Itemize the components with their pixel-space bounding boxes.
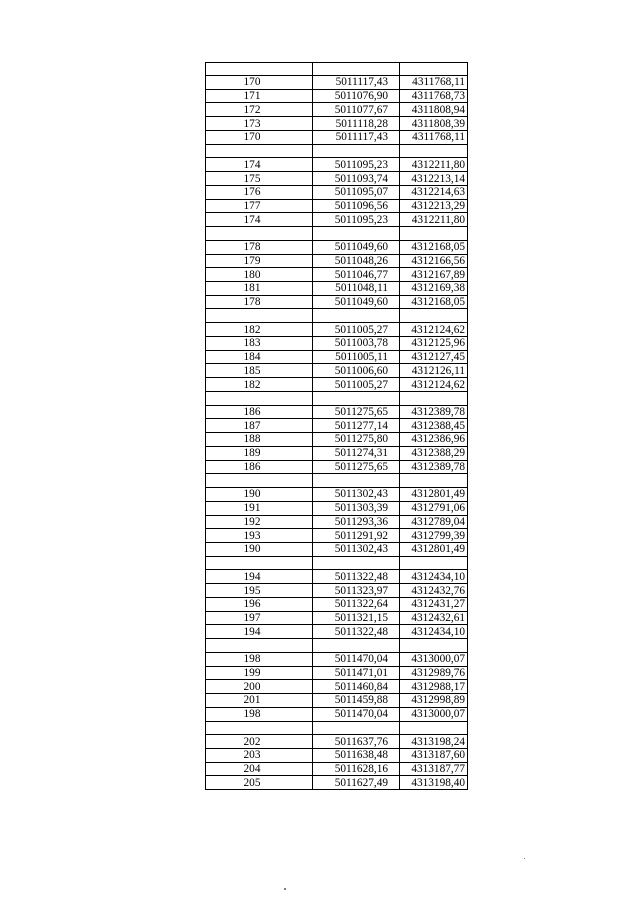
point-number-cell: 186 bbox=[206, 405, 313, 419]
point-number-cell: 183 bbox=[206, 336, 313, 350]
y-coordinate-cell: 4312389,78 bbox=[400, 405, 468, 419]
point-number-cell: 198 bbox=[206, 652, 313, 666]
point-number-cell: 175 bbox=[206, 172, 313, 186]
x-coordinate-cell: 5011095,23 bbox=[313, 213, 400, 227]
point-number-cell: 194 bbox=[206, 570, 313, 584]
table-row bbox=[206, 762, 468, 776]
y-coordinate-cell: 4311768,11 bbox=[400, 130, 468, 144]
x-coordinate-cell: 5011005,27 bbox=[313, 378, 400, 392]
x-coordinate-cell: 5011049,60 bbox=[313, 240, 400, 254]
x-coordinate-cell bbox=[313, 227, 400, 241]
table-row bbox=[206, 433, 468, 447]
point-number-cell bbox=[206, 309, 313, 323]
x-coordinate-cell: 5011628,16 bbox=[313, 762, 400, 776]
table-row bbox=[206, 680, 468, 694]
x-coordinate-cell: 5011275,65 bbox=[313, 460, 400, 474]
y-coordinate-cell bbox=[400, 144, 468, 158]
coordinates-table bbox=[205, 62, 468, 790]
table-row bbox=[206, 254, 468, 268]
y-coordinate-cell: 4312126,11 bbox=[400, 364, 468, 378]
x-coordinate-cell bbox=[313, 309, 400, 323]
point-number-cell: 190 bbox=[206, 488, 313, 502]
point-number-cell: 205 bbox=[206, 776, 313, 790]
spacer-row bbox=[206, 639, 468, 653]
point-number-cell bbox=[206, 474, 313, 488]
x-coordinate-cell: 5011303,39 bbox=[313, 501, 400, 515]
x-coordinate-cell: 5011291,92 bbox=[313, 529, 400, 543]
point-number-cell bbox=[206, 391, 313, 405]
point-number-cell: 193 bbox=[206, 529, 313, 543]
y-coordinate-cell bbox=[400, 721, 468, 735]
x-coordinate-cell: 5011322,48 bbox=[313, 570, 400, 584]
y-coordinate-cell: 4312214,63 bbox=[400, 185, 468, 199]
y-coordinate-cell: 4311768,11 bbox=[400, 76, 468, 90]
y-coordinate-cell: 4312169,38 bbox=[400, 282, 468, 296]
table-row bbox=[206, 76, 468, 90]
y-coordinate-cell: 4313187,60 bbox=[400, 748, 468, 762]
x-coordinate-cell: 5011046,77 bbox=[313, 268, 400, 282]
point-number-cell: 188 bbox=[206, 433, 313, 447]
y-coordinate-cell bbox=[400, 309, 468, 323]
y-coordinate-cell: 4312213,29 bbox=[400, 199, 468, 213]
y-coordinate-cell: 4312389,78 bbox=[400, 460, 468, 474]
x-coordinate-cell: 5011470,04 bbox=[313, 707, 400, 721]
y-coordinate-cell: 4312124,62 bbox=[400, 378, 468, 392]
x-coordinate-cell: 5011459,88 bbox=[313, 694, 400, 708]
y-coordinate-cell: 4312213,14 bbox=[400, 172, 468, 186]
y-coordinate-cell: 4312388,45 bbox=[400, 419, 468, 433]
point-number-cell: 182 bbox=[206, 323, 313, 337]
x-coordinate-cell: 5011470,04 bbox=[313, 652, 400, 666]
x-coordinate-cell: 5011118,28 bbox=[313, 117, 400, 131]
table-row bbox=[206, 597, 468, 611]
y-coordinate-cell: 4312434,10 bbox=[400, 570, 468, 584]
x-coordinate-cell: 5011049,60 bbox=[313, 295, 400, 309]
y-coordinate-cell: 4313000,07 bbox=[400, 652, 468, 666]
coordinates-sheet bbox=[205, 62, 468, 790]
x-coordinate-cell: 5011076,90 bbox=[313, 89, 400, 103]
point-number-cell: 195 bbox=[206, 584, 313, 598]
point-number-cell: 201 bbox=[206, 694, 313, 708]
y-coordinate-cell: 4312791,06 bbox=[400, 501, 468, 515]
x-coordinate-cell: 5011096,56 bbox=[313, 199, 400, 213]
point-number-cell: 185 bbox=[206, 364, 313, 378]
point-number-cell: 191 bbox=[206, 501, 313, 515]
point-number-cell: 176 bbox=[206, 185, 313, 199]
point-number-cell: 174 bbox=[206, 158, 313, 172]
y-coordinate-cell: 4312168,05 bbox=[400, 295, 468, 309]
point-number-cell: 181 bbox=[206, 282, 313, 296]
x-coordinate-cell: 5011005,11 bbox=[313, 350, 400, 364]
table-row bbox=[206, 130, 468, 144]
y-coordinate-cell: 4312125,96 bbox=[400, 336, 468, 350]
x-coordinate-cell bbox=[313, 556, 400, 570]
table-row bbox=[206, 282, 468, 296]
y-coordinate-cell: 4312988,17 bbox=[400, 680, 468, 694]
table-row bbox=[206, 446, 468, 460]
y-coordinate-cell: 4312434,10 bbox=[400, 625, 468, 639]
point-number-cell bbox=[206, 227, 313, 241]
x-coordinate-cell: 5011302,43 bbox=[313, 488, 400, 502]
spacer-row bbox=[206, 721, 468, 735]
table-row bbox=[206, 268, 468, 282]
table-row bbox=[206, 199, 468, 213]
point-number-cell bbox=[206, 144, 313, 158]
x-coordinate-cell: 5011005,27 bbox=[313, 323, 400, 337]
y-coordinate-cell: 4312388,29 bbox=[400, 446, 468, 460]
y-coordinate-cell: 4312211,80 bbox=[400, 158, 468, 172]
point-number-cell: 179 bbox=[206, 254, 313, 268]
x-coordinate-cell: 5011117,43 bbox=[313, 76, 400, 90]
x-coordinate-cell bbox=[313, 474, 400, 488]
point-number-cell: 172 bbox=[206, 103, 313, 117]
table-row bbox=[206, 501, 468, 515]
point-number-cell: 196 bbox=[206, 597, 313, 611]
x-coordinate-cell: 5011321,15 bbox=[313, 611, 400, 625]
table-row bbox=[206, 515, 468, 529]
table-row bbox=[206, 488, 468, 502]
point-number-cell: 194 bbox=[206, 625, 313, 639]
x-coordinate-cell: 5011095,07 bbox=[313, 185, 400, 199]
table-row bbox=[206, 707, 468, 721]
y-coordinate-cell bbox=[400, 474, 468, 488]
y-coordinate-cell: 4312989,76 bbox=[400, 666, 468, 680]
header-point-number bbox=[206, 63, 313, 76]
y-coordinate-cell: 4313198,24 bbox=[400, 735, 468, 749]
y-coordinate-cell: 4312432,76 bbox=[400, 584, 468, 598]
header-x-coordinate bbox=[313, 63, 400, 76]
y-coordinate-cell: 4312801,49 bbox=[400, 488, 468, 502]
spacer-row bbox=[206, 474, 468, 488]
table-row bbox=[206, 570, 468, 584]
point-number-cell: 189 bbox=[206, 446, 313, 460]
point-number-cell: 198 bbox=[206, 707, 313, 721]
point-number-cell: 177 bbox=[206, 199, 313, 213]
y-coordinate-cell: 4312167,89 bbox=[400, 268, 468, 282]
table-row bbox=[206, 419, 468, 433]
table-row bbox=[206, 652, 468, 666]
point-number-cell: 197 bbox=[206, 611, 313, 625]
x-coordinate-cell: 5011322,64 bbox=[313, 597, 400, 611]
x-coordinate-cell: 5011293,36 bbox=[313, 515, 400, 529]
table-row bbox=[206, 323, 468, 337]
table-row bbox=[206, 405, 468, 419]
table-row bbox=[206, 542, 468, 556]
point-number-cell: 184 bbox=[206, 350, 313, 364]
table-row bbox=[206, 776, 468, 790]
x-coordinate-cell: 5011048,26 bbox=[313, 254, 400, 268]
y-coordinate-cell bbox=[400, 391, 468, 405]
table-header-row bbox=[206, 63, 468, 76]
point-number-cell: 170 bbox=[206, 76, 313, 90]
x-coordinate-cell: 5011627,49 bbox=[313, 776, 400, 790]
table-row bbox=[206, 295, 468, 309]
table-row bbox=[206, 529, 468, 543]
y-coordinate-cell: 4312998,89 bbox=[400, 694, 468, 708]
y-coordinate-cell: 4312211,80 bbox=[400, 213, 468, 227]
x-coordinate-cell: 5011048,11 bbox=[313, 282, 400, 296]
x-coordinate-cell: 5011003,78 bbox=[313, 336, 400, 350]
table-row bbox=[206, 735, 468, 749]
x-coordinate-cell: 5011275,80 bbox=[313, 433, 400, 447]
x-coordinate-cell: 5011117,43 bbox=[313, 130, 400, 144]
y-coordinate-cell: 4313187,77 bbox=[400, 762, 468, 776]
y-coordinate-cell: 4312127,45 bbox=[400, 350, 468, 364]
x-coordinate-cell: 5011006,60 bbox=[313, 364, 400, 378]
spacer-row bbox=[206, 144, 468, 158]
x-coordinate-cell: 5011471,01 bbox=[313, 666, 400, 680]
point-number-cell: 178 bbox=[206, 240, 313, 254]
y-coordinate-cell: 4312386,96 bbox=[400, 433, 468, 447]
x-coordinate-cell bbox=[313, 639, 400, 653]
table-row bbox=[206, 378, 468, 392]
table-row bbox=[206, 748, 468, 762]
point-number-cell: 199 bbox=[206, 666, 313, 680]
point-number-cell: 186 bbox=[206, 460, 313, 474]
point-number-cell: 180 bbox=[206, 268, 313, 282]
point-number-cell bbox=[206, 721, 313, 735]
x-coordinate-cell: 5011274,31 bbox=[313, 446, 400, 460]
y-coordinate-cell: 4311808,94 bbox=[400, 103, 468, 117]
x-coordinate-cell: 5011077,67 bbox=[313, 103, 400, 117]
scan-speck bbox=[284, 888, 286, 890]
x-coordinate-cell: 5011323,97 bbox=[313, 584, 400, 598]
table-row bbox=[206, 350, 468, 364]
y-coordinate-cell: 4311808,39 bbox=[400, 117, 468, 131]
table-row bbox=[206, 625, 468, 639]
spacer-row bbox=[206, 227, 468, 241]
point-number-cell: 171 bbox=[206, 89, 313, 103]
table-row bbox=[206, 611, 468, 625]
table-row bbox=[206, 666, 468, 680]
point-number-cell: 192 bbox=[206, 515, 313, 529]
x-coordinate-cell: 5011460,84 bbox=[313, 680, 400, 694]
y-coordinate-cell: 4312789,04 bbox=[400, 515, 468, 529]
y-coordinate-cell: 4313198,40 bbox=[400, 776, 468, 790]
table-row bbox=[206, 213, 468, 227]
table-row bbox=[206, 89, 468, 103]
y-coordinate-cell: 4312166,56 bbox=[400, 254, 468, 268]
point-number-cell: 204 bbox=[206, 762, 313, 776]
point-number-cell: 173 bbox=[206, 117, 313, 131]
x-coordinate-cell: 5011638,48 bbox=[313, 748, 400, 762]
x-coordinate-cell bbox=[313, 144, 400, 158]
table-row bbox=[206, 584, 468, 598]
x-coordinate-cell: 5011093,74 bbox=[313, 172, 400, 186]
point-number-cell: 187 bbox=[206, 419, 313, 433]
x-coordinate-cell: 5011637,76 bbox=[313, 735, 400, 749]
x-coordinate-cell bbox=[313, 391, 400, 405]
table-row bbox=[206, 364, 468, 378]
y-coordinate-cell: 4312431,27 bbox=[400, 597, 468, 611]
table-row bbox=[206, 103, 468, 117]
x-coordinate-cell: 5011275,65 bbox=[313, 405, 400, 419]
coordinates-table-body bbox=[206, 63, 468, 790]
table-row bbox=[206, 158, 468, 172]
point-number-cell: 170 bbox=[206, 130, 313, 144]
x-coordinate-cell: 5011095,23 bbox=[313, 158, 400, 172]
point-number-cell: 182 bbox=[206, 378, 313, 392]
header-y-coordinate bbox=[400, 63, 468, 76]
x-coordinate-cell bbox=[313, 721, 400, 735]
y-coordinate-cell bbox=[400, 639, 468, 653]
y-coordinate-cell: 4312799,39 bbox=[400, 529, 468, 543]
table-row bbox=[206, 336, 468, 350]
table-row bbox=[206, 117, 468, 131]
point-number-cell: 190 bbox=[206, 542, 313, 556]
y-coordinate-cell: 4312124,62 bbox=[400, 323, 468, 337]
x-coordinate-cell: 5011277,14 bbox=[313, 419, 400, 433]
y-coordinate-cell: 4311768,73 bbox=[400, 89, 468, 103]
point-number-cell: 174 bbox=[206, 213, 313, 227]
y-coordinate-cell: 4312432,61 bbox=[400, 611, 468, 625]
point-number-cell: 178 bbox=[206, 295, 313, 309]
y-coordinate-cell bbox=[400, 556, 468, 570]
table-row bbox=[206, 172, 468, 186]
y-coordinate-cell: 4312168,05 bbox=[400, 240, 468, 254]
table-row bbox=[206, 460, 468, 474]
y-coordinate-cell bbox=[400, 227, 468, 241]
y-coordinate-cell: 4313000,07 bbox=[400, 707, 468, 721]
point-number-cell: 200 bbox=[206, 680, 313, 694]
table-row bbox=[206, 694, 468, 708]
point-number-cell bbox=[206, 556, 313, 570]
point-number-cell: 202 bbox=[206, 735, 313, 749]
point-number-cell bbox=[206, 639, 313, 653]
x-coordinate-cell: 5011302,43 bbox=[313, 542, 400, 556]
scan-speck bbox=[524, 858, 525, 859]
y-coordinate-cell: 4312801,49 bbox=[400, 542, 468, 556]
spacer-row bbox=[206, 556, 468, 570]
table-row bbox=[206, 240, 468, 254]
table-row bbox=[206, 185, 468, 199]
spacer-row bbox=[206, 391, 468, 405]
spacer-row bbox=[206, 309, 468, 323]
point-number-cell: 203 bbox=[206, 748, 313, 762]
x-coordinate-cell: 5011322,48 bbox=[313, 625, 400, 639]
